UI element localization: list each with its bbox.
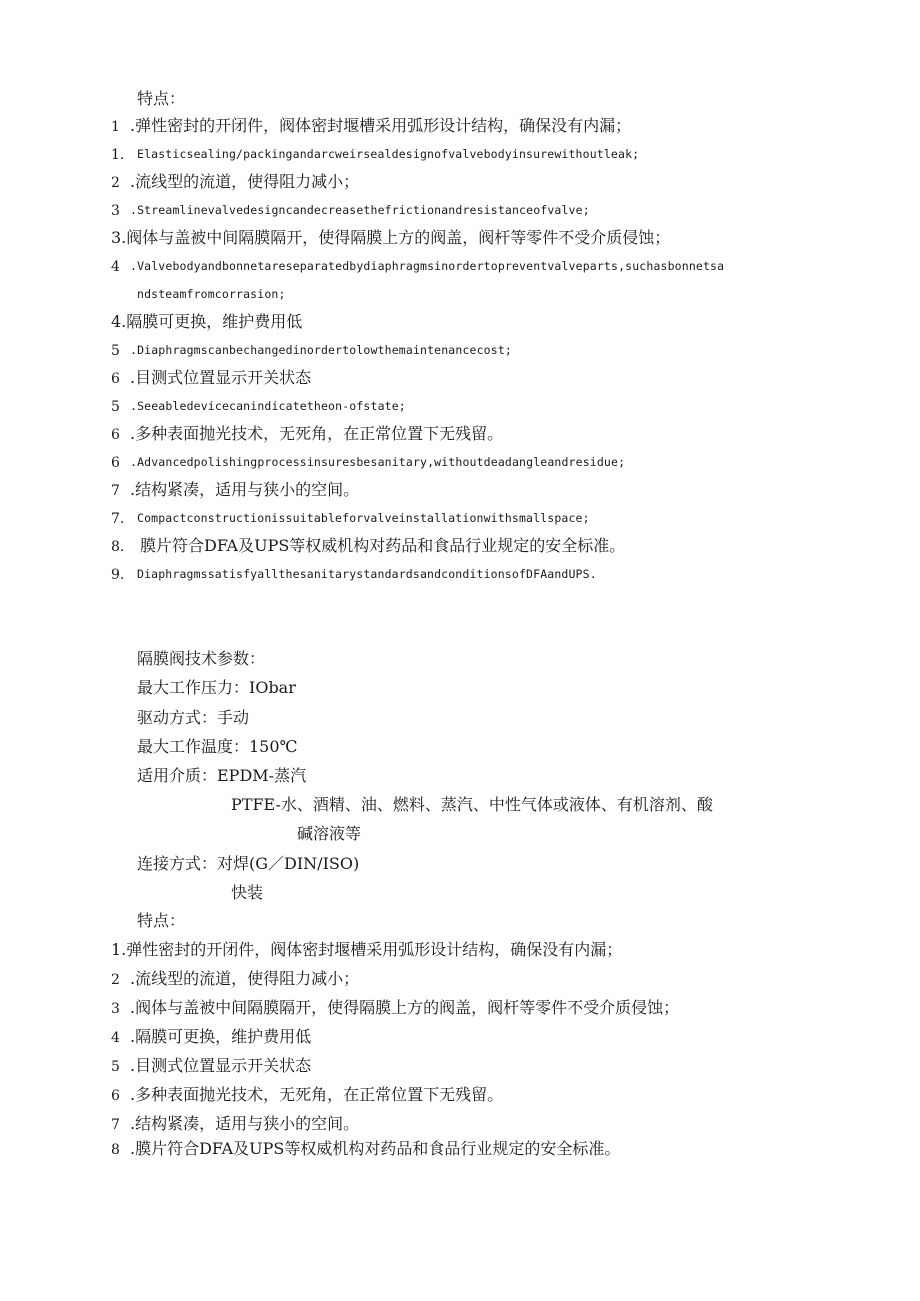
list-item: .流线型的流道，使得阻力减小； — [130, 969, 360, 988]
list-item: .Diaphragmscanbechangedinordertolowthemaintenancecost; — [130, 343, 512, 357]
list-item: .目测式位置显示开关状态 — [130, 1056, 312, 1075]
list-item: .Valvebodyandbonnetareseparatedbydiaphragmsinordertopreventvalveparts,suchasbonnetsa — [130, 259, 725, 273]
list-item: .结构紧凑，适用与狭小的空间。 — [130, 1114, 360, 1133]
list-item: DiaphragmssatisfyallthesanitarystandardsandconditionsofDFAandUPS. — [137, 567, 597, 581]
list-number: 6 — [111, 1088, 120, 1104]
list-item: 1.弹性密封的开闭件，阀体密封堰槽采用弧形设计结构，确保没有内漏； — [111, 940, 623, 959]
list-item: Elasticsealing/packingandarcweirsealdesignofvalvebodyinsurewithoutleak; — [137, 147, 640, 161]
list-number: 3 — [111, 203, 120, 219]
list-item: 4.隔膜可更换，维护费用低 — [111, 312, 303, 331]
list-item-continuation: ndsteamfromcorrasion; — [137, 287, 286, 301]
list-number: 4 — [111, 259, 120, 275]
list-item: .目测式位置显示开关状态 — [130, 368, 312, 387]
list-item: .流线型的流道，使得阻力减小； — [130, 172, 360, 191]
list-number: 4 — [111, 1030, 120, 1046]
features-heading-2: 特点： — [137, 911, 186, 930]
list-item: .Seeabledevicecanindicatetheon-ofstate; — [130, 399, 406, 413]
param-media: 适用介质：EPDM-蒸汽 — [137, 766, 307, 785]
list-number: 7 — [111, 483, 120, 499]
list-item: .弹性密封的开闭件，阀体密封堰槽采用弧形设计结构，确保没有内漏； — [130, 116, 632, 135]
list-number: 9. — [111, 567, 125, 583]
param-connection: 连接方式：对焊(G／DIN/ISO) — [137, 854, 360, 873]
list-number: 7. — [111, 511, 125, 527]
list-number: 5 — [111, 399, 120, 415]
list-item: .多种表面抛光技术，无死角，在正常位置下无残留。 — [130, 424, 504, 443]
list-number: 8 — [111, 1142, 120, 1158]
list-number: 5 — [111, 1059, 120, 1075]
param-drive: 驱动方式：手动 — [137, 708, 250, 727]
list-number: 6 — [111, 427, 120, 443]
list-number: 8. — [111, 539, 125, 555]
param-media-ptfe-cont: 碱溶液等 — [297, 824, 362, 843]
list-number: 3 — [111, 1001, 120, 1017]
list-item: .结构紧凑，适用与狭小的空间。 — [130, 480, 360, 499]
list-item: 膜片符合DFA及UPS等权威机构对药品和食品行业规定的安全标准。 — [140, 536, 626, 555]
list-item: .Advancedpolishingprocessinsuresbesanitary,withoutdeadangleandresidue; — [130, 455, 626, 469]
list-number: 2 — [111, 175, 120, 191]
list-item: .隔膜可更换，维护费用低 — [130, 1027, 312, 1046]
list-number: 1 — [111, 119, 120, 135]
param-media-ptfe: PTFE-水、酒精、油、燃料、蒸汽、中性气体或液体、有机溶剂、酸 — [231, 795, 713, 814]
list-item: .Streamlinevalvedesigncandecreasethefrictionandresistanceofvalve; — [130, 203, 590, 217]
list-item: .多种表面抛光技术，无死角，在正常位置下无残留。 — [130, 1085, 504, 1104]
list-item: .膜片符合DFA及UPS等权威机构对药品和食品行业规定的安全标准。 — [130, 1139, 621, 1158]
list-number: 7 — [111, 1117, 120, 1133]
list-number: 6 — [111, 371, 120, 387]
list-item: .阀体与盖被中间隔膜隔开，使得隔膜上方的阀盖，阀杆等零件不受介质侵蚀； — [130, 998, 680, 1017]
params-heading: 隔膜阀技术参数： — [137, 649, 266, 668]
features-heading: 特点： — [137, 89, 186, 108]
param-pressure: 最大工作压力：IObar — [137, 678, 296, 697]
param-connection-quick: 快装 — [231, 883, 264, 902]
param-temperature: 最大工作温度：150℃ — [137, 737, 298, 756]
list-item: Compactconstructionissuitableforvalveinstallationwithsmallspace; — [137, 511, 590, 525]
list-number: 5 — [111, 343, 120, 359]
list-number: 6 — [111, 455, 120, 471]
list-number: 1. — [111, 147, 125, 163]
list-item: 3.阀体与盖被中间隔膜隔开，使得隔膜上方的阀盖，阀杆等零件不受介质侵蚀； — [111, 228, 671, 247]
list-number: 2 — [111, 972, 120, 988]
